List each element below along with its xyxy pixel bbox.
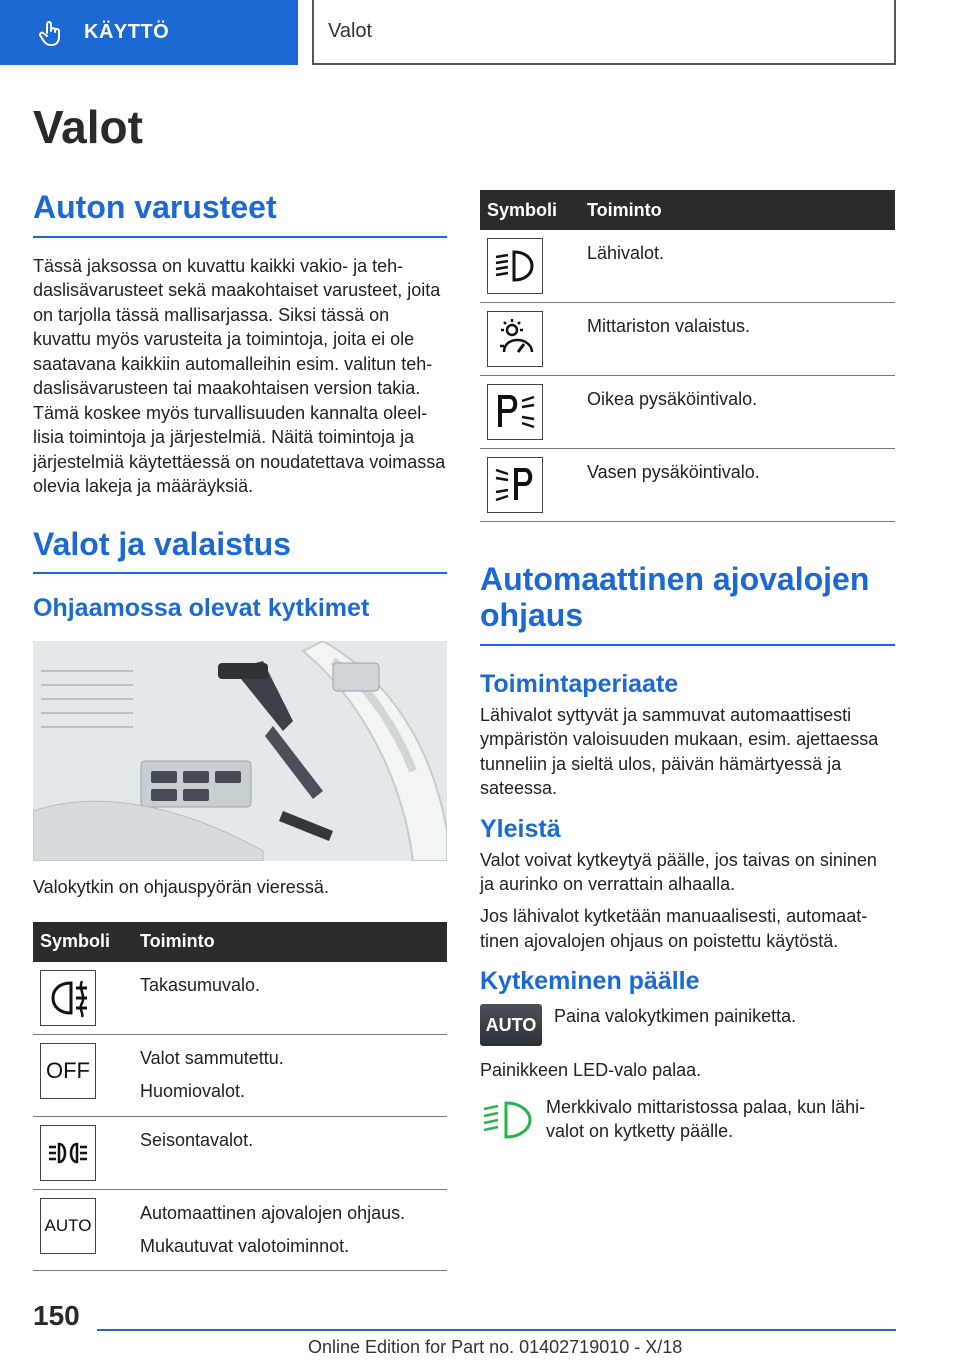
heading-equipment: Auton varusteet (33, 190, 447, 238)
led-text: Painikkeen LED-valo palaa. (480, 1060, 702, 1081)
row-function: Vasen pysäköintivalo. (587, 462, 760, 482)
heading-principle: Toimintaperiaate (480, 669, 679, 698)
heading-auto-headlights: Automaattinen ajovalojen ohjaus (480, 562, 895, 646)
left-column (33, 190, 447, 1271)
row-function: Mittariston valaistus. (587, 316, 751, 336)
footer-divider (97, 1329, 896, 1331)
section-label: KÄYTTÖ (84, 21, 170, 43)
low-beam-indicator-icon (480, 1095, 536, 1145)
heading-general: Yleistä (480, 814, 561, 843)
equipment-paragraph: Tässä jaksossa on kuvattu kaikki vakio- ja tehdaslisävarusteet sekä maakohtaiset varusteet, joita on tarjolla tässä mallisarjassa. Siksi tässä on kuvattu myös varusteita ja toimintoja, joita ei ole saatavana kaikkiin automalleihin esim. valitun tehdaslisävarusteen tai maakohtaisen version takia. Tämä koskee myös turvallisuuden kannalta oleellisia toimintoja ja järjestelmiä. Näitä toimintoja ja järjestelmiä käytettäessä on noudatettava voimassa olevia lakeja ja määräyksiä. (33, 255, 446, 497)
auto-icon: AUTO (40, 1198, 96, 1254)
table-row (480, 230, 895, 303)
row-function: Mukautuvat valotoiminnot. (140, 1235, 350, 1256)
general-paragraph-2: Jos lähivalot kytketään manuaalisesti, automaattinen ajovalojen ohjaus on poistettu käytöstä. (480, 906, 868, 951)
cockpit-illustration (33, 641, 447, 861)
table-row (33, 1116, 447, 1189)
row-function: Lähivalot. (587, 243, 665, 263)
instrument-lighting-icon (487, 311, 543, 367)
row-function: Seisontavalot. (140, 1129, 254, 1150)
heading-lights: Valot ja valaistus (33, 527, 447, 575)
edition-footer: Online Edition for Part no. 01402719010 - X/18 (308, 1337, 683, 1357)
row-function: Huomiovalot. (140, 1081, 246, 1102)
heading-switches: Ohjaamossa olevat kytkimet (33, 594, 370, 623)
col-header-function: Toiminto (580, 190, 895, 230)
left-parking-light-icon (487, 457, 543, 513)
right-parking-light-icon (487, 384, 543, 440)
section-tab (0, 0, 298, 65)
page-number: 150 (33, 1300, 80, 1331)
principle-paragraph: Lähivalot syttyvät ja sammuvat automaattisesti ympäristön valoisuuden mukaan, esim. ajettaessa tunneliin ja sieltä ulos, päivän hämärtyessä ja sateessa. (480, 704, 879, 799)
parking-lights-icon (40, 1125, 96, 1181)
table-row (33, 962, 447, 1035)
row-function: Valot sammutettu. (140, 1047, 284, 1068)
table-row (480, 303, 895, 376)
rear-fog-light-icon (40, 970, 96, 1026)
col-header-symbol: Symboli (480, 190, 580, 230)
press-text: Paina valokytkimen painiketta. (554, 1006, 797, 1027)
row-function: Automaattinen ajovalojen ohjaus. (140, 1202, 406, 1223)
row-function: Oikea pysäköintivalo. (587, 389, 758, 409)
heading-switch-on: Kytkeminen päälle (480, 967, 700, 996)
hand-pointer-icon (38, 19, 66, 47)
indicator-instruction (480, 1095, 895, 1145)
table-row (480, 449, 895, 522)
low-beam-icon (487, 238, 543, 294)
chapter-header: Valot (312, 0, 896, 65)
symbol-table-right (480, 190, 895, 522)
row-function: Takasumuvalo. (140, 974, 261, 995)
light-switch-photo (33, 641, 447, 861)
indicator-text: Merkkivalo mittaristossa palaa, kun lähivalot on kytketty päälle. (546, 1096, 866, 1142)
table-row (480, 376, 895, 449)
right-column (480, 190, 895, 1145)
general-paragraph-1: Valot voivat kytkeytyä päälle, jos taivas on sininen ja aurinko on verrattain alhaalla. (480, 849, 877, 894)
page-title: Valot (33, 101, 143, 153)
photo-caption: Valokytkin on ohjauspyörän vieressä. (33, 877, 329, 898)
auto-instruction (480, 1004, 895, 1046)
auto-button-icon: AUTO (480, 1004, 542, 1046)
col-header-function: Toiminto (133, 922, 447, 962)
symbol-table-left (33, 922, 447, 1272)
table-row (33, 1189, 447, 1271)
off-icon: OFF (40, 1043, 96, 1099)
col-header-symbol: Symboli (33, 922, 133, 962)
table-row (33, 1034, 447, 1116)
